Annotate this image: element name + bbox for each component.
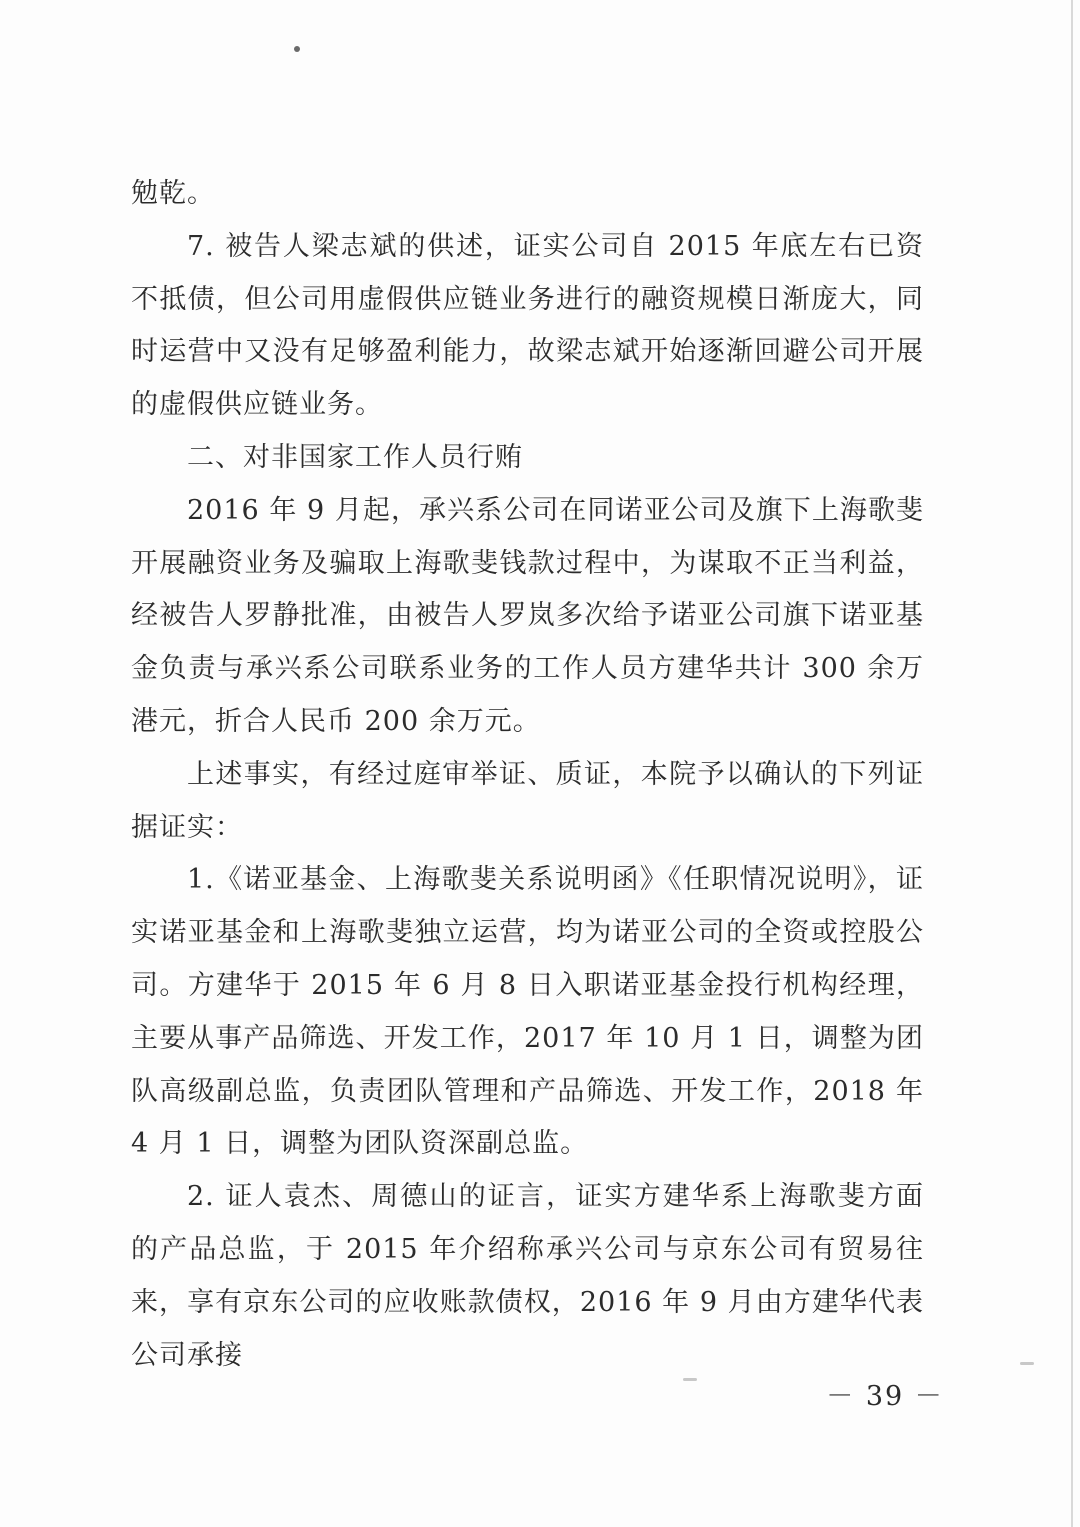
paragraph-evidence-2: 2. 证人袁杰、周德山的证言，证实方建华系上海歌斐方面的产品总监，于 2015 年介绍称承兴公司与京东公司有贸易往来，享有京东公司的应收账款债权，2016 年 9 月由方建华代表公司承接 (131, 1181, 924, 1371)
paragraph-bribery-facts: 2016 年 9 月起，承兴系公司在同诺亚公司及旗下上海歌斐开展融资业务及骗取上海歌斐钱款过程中，为谋取不正当利益，经被告人罗静批准，由被告人罗岚多次给予诺亚公司旗下诺亚基金负责与承兴系公司联系业务的工作人员方建华共计 300 余万港元，折合人民币 200 余万元。 (131, 494, 924, 737)
section-heading: 二、对非国家工作人员行贿 (187, 441, 523, 473)
paragraph-continuation: 勉乾。 (131, 178, 215, 209)
document-body (131, 168, 924, 1382)
paragraph-evidence-intro: 上述事实，有经过庭审举证、质证，本院予以确认的下列证据证实： (131, 758, 924, 843)
page-number: － 39 － (826, 1381, 944, 1412)
paragraph-evidence-1: 1.《诺亚基金、上海歌斐关系说明函》《任职情况说明》，证实诺亚基金和上海歌斐独立运营，均为诺亚公司的全资或控股公司。方建华于 2015 年 6 月 8 日入职诺亚基金投行机构经理，主要从事产品筛选、开发工作，2017 年 10 月 1 日，调整为团队高级副总监，负责团队管理和产品筛选、开发工作，2018 年 4 月 1 日，调整为团队资深副总监。 (131, 864, 924, 1160)
scan-speck (294, 46, 300, 52)
scan-speck (1020, 1362, 1034, 1365)
paragraph-evidence-7: 7. 被告人梁志斌的供述，证实公司自 2015 年底左右已资不抵债，但公司用虚假供应链业务进行的融资规模日渐庞大，同时运营中又没有足够盈利能力，故梁志斌开始逐渐回避公司开展的虚假供应链业务。 (131, 230, 924, 421)
scan-page-edge (1071, 0, 1073, 1527)
